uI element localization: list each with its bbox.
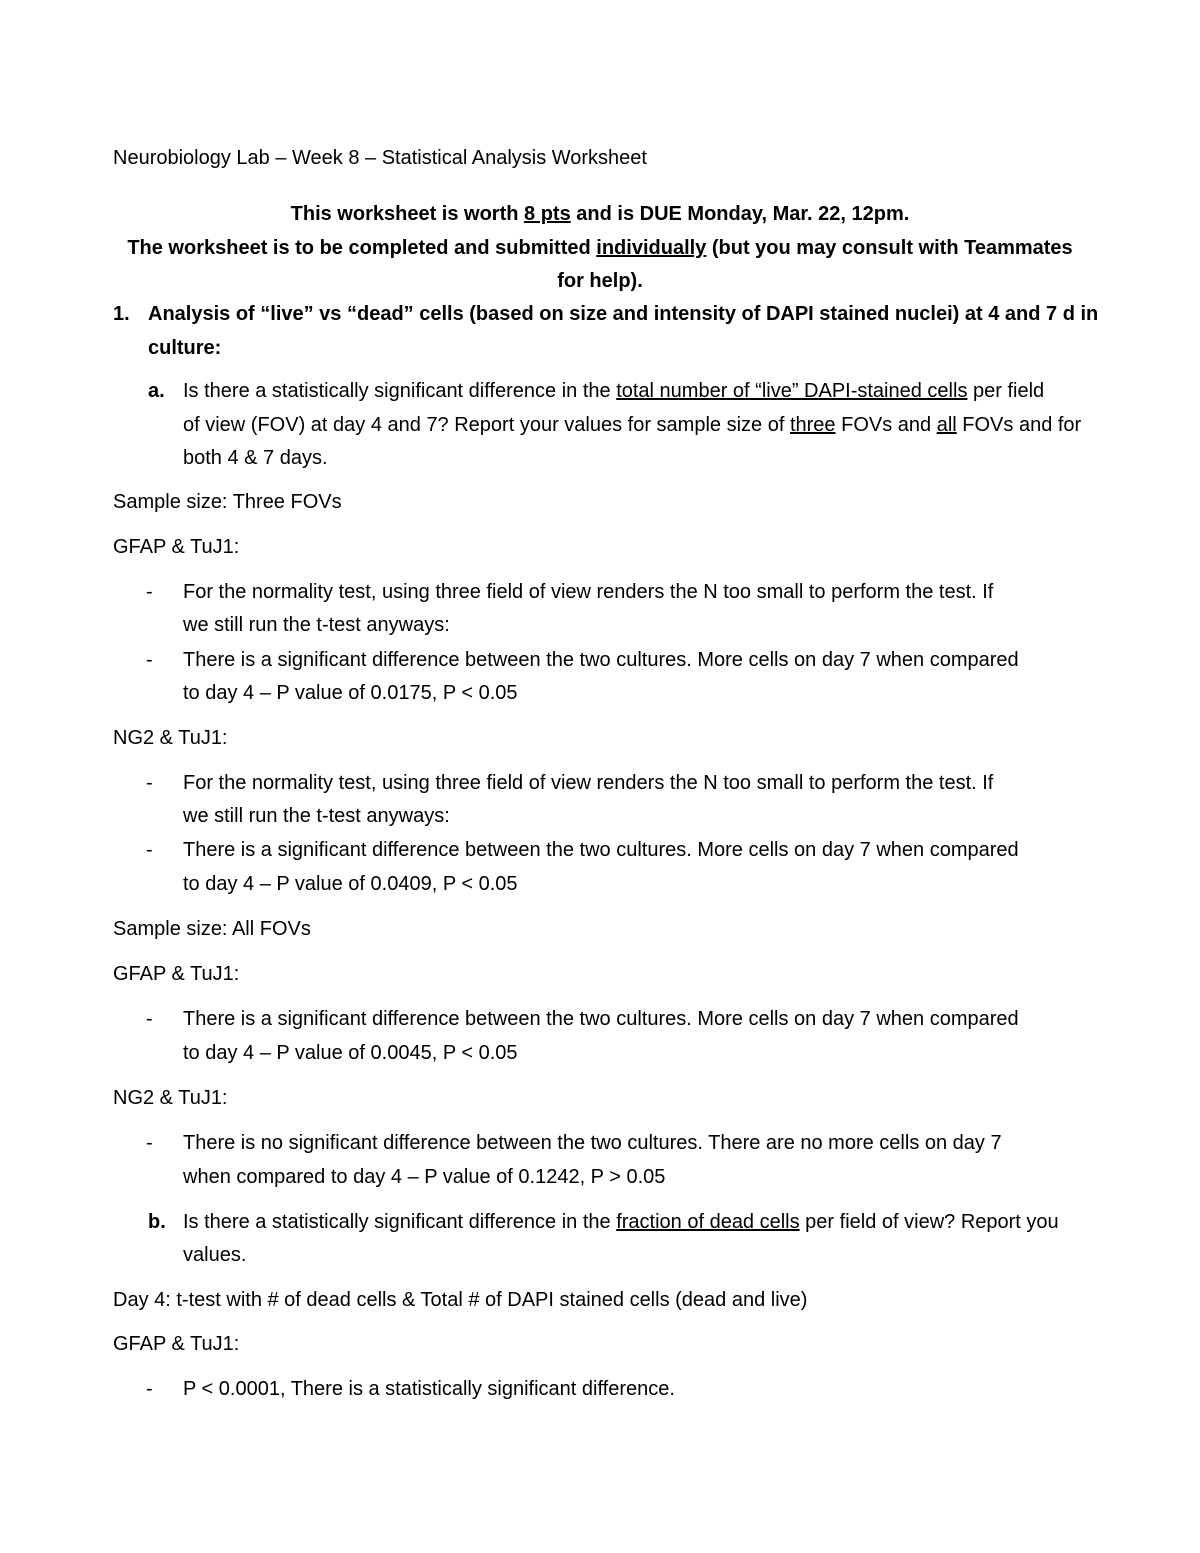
intro-line-1 bbox=[0, 201, 1200, 227]
bullet-text: we still run the t-test anyways: bbox=[183, 805, 450, 827]
question-a-line-3: both 4 & 7 days. bbox=[183, 447, 328, 469]
question-b-line-1 bbox=[183, 1209, 1059, 1235]
bullet-text: to day 4 – P value of 0.0175, P < 0.05 bbox=[183, 682, 518, 704]
question-1-line-1: Analysis of “live” vs “dead” cells (based on size and intensity of DAPI stained nuclei) at 4 and 7 d in bbox=[148, 303, 1099, 325]
intro-text: This worksheet is worth bbox=[290, 203, 525, 225]
question-1-line-2: culture: bbox=[148, 337, 222, 359]
question-a-line-2 bbox=[183, 412, 1081, 438]
intro-individually: individually bbox=[596, 237, 707, 259]
question-emphasis: fraction of dead cells bbox=[616, 1211, 800, 1233]
question-text: per field bbox=[967, 380, 1045, 402]
bullet-text: There is a significant difference between the two cultures. More cells on day 7 when compared bbox=[183, 649, 1019, 671]
intro-due-date: and is DUE Monday, Mar. 22, 12pm. bbox=[570, 203, 910, 225]
document-title: Neurobiology Lab – Week 8 – Statistical Analysis Worksheet bbox=[113, 147, 647, 169]
bullet-text: There is no significant difference between the two cultures. There are no more cells on day 7 bbox=[183, 1132, 1002, 1154]
question-number: 1. bbox=[113, 303, 130, 325]
question-a-line-1 bbox=[183, 378, 1044, 404]
intro-points: 8 pts bbox=[524, 203, 571, 225]
section-heading-all-fovs: Sample size: All FOVs bbox=[113, 918, 311, 940]
bullet-text: For the normality test, using three field of view renders the N too small to perform the test. If bbox=[183, 581, 994, 603]
group-label-ng2: NG2 & TuJ1: bbox=[113, 727, 228, 749]
question-text: Is there a statistically significant difference in the bbox=[183, 1211, 617, 1233]
question-letter-b: b. bbox=[148, 1211, 166, 1233]
intro-line-3: for help). bbox=[557, 270, 643, 292]
bullet-text: For the normality test, using three field of view renders the N too small to perform the test. If bbox=[183, 772, 994, 794]
question-text: of view (FOV) at day 4 and 7? Report your values for sample size of bbox=[183, 414, 790, 436]
question-emphasis: total number of “live” DAPI-stained cells bbox=[616, 380, 968, 402]
group-label-ng2: NG2 & TuJ1: bbox=[113, 1087, 228, 1109]
question-letter-a: a. bbox=[148, 380, 165, 402]
bullet-text: There is a significant difference between the two cultures. More cells on day 7 when compared bbox=[183, 839, 1019, 861]
bullet-dash: - bbox=[146, 1132, 153, 1154]
intro-text: The worksheet is to be completed and submitted bbox=[127, 237, 597, 259]
bullet-text: There is a significant difference between the two cultures. More cells on day 7 when compared bbox=[183, 1008, 1019, 1030]
intro-text: (but you may consult with Teammates bbox=[706, 237, 1073, 259]
question-b-line-2: values. bbox=[183, 1244, 247, 1266]
intro-line-2 bbox=[0, 235, 1200, 261]
bullet-text: P < 0.0001, There is a statistically significant difference. bbox=[183, 1378, 675, 1400]
section-heading-day4: Day 4: t-test with # of dead cells & Total # of DAPI stained cells (dead and live) bbox=[113, 1289, 808, 1311]
bullet-text: when compared to day 4 – P value of 0.1242, P > 0.05 bbox=[183, 1166, 666, 1188]
bullet-dash: - bbox=[146, 839, 153, 861]
question-emphasis-three: three bbox=[789, 414, 836, 436]
group-label-gfap: GFAP & TuJ1: bbox=[113, 1333, 240, 1355]
question-text: per field of view? Report you bbox=[799, 1211, 1059, 1233]
bullet-dash: - bbox=[146, 649, 153, 671]
bullet-text: to day 4 – P value of 0.0045, P < 0.05 bbox=[183, 1042, 518, 1064]
bullet-dash: - bbox=[146, 772, 153, 794]
bullet-text: to day 4 – P value of 0.0409, P < 0.05 bbox=[183, 873, 518, 895]
group-label-gfap: GFAP & TuJ1: bbox=[113, 536, 240, 558]
bullet-text: we still run the t-test anyways: bbox=[183, 614, 450, 636]
question-text: FOVs and bbox=[835, 414, 937, 436]
question-emphasis-all: all bbox=[936, 414, 957, 436]
section-heading-three-fovs: Sample size: Three FOVs bbox=[113, 491, 342, 513]
bullet-dash: - bbox=[146, 581, 153, 603]
bullet-dash: - bbox=[146, 1378, 153, 1400]
group-label-gfap: GFAP & TuJ1: bbox=[113, 963, 240, 985]
question-text: FOVs and for bbox=[956, 414, 1082, 436]
question-text: Is there a statistically significant difference in the bbox=[183, 380, 617, 402]
bullet-dash: - bbox=[146, 1008, 153, 1030]
